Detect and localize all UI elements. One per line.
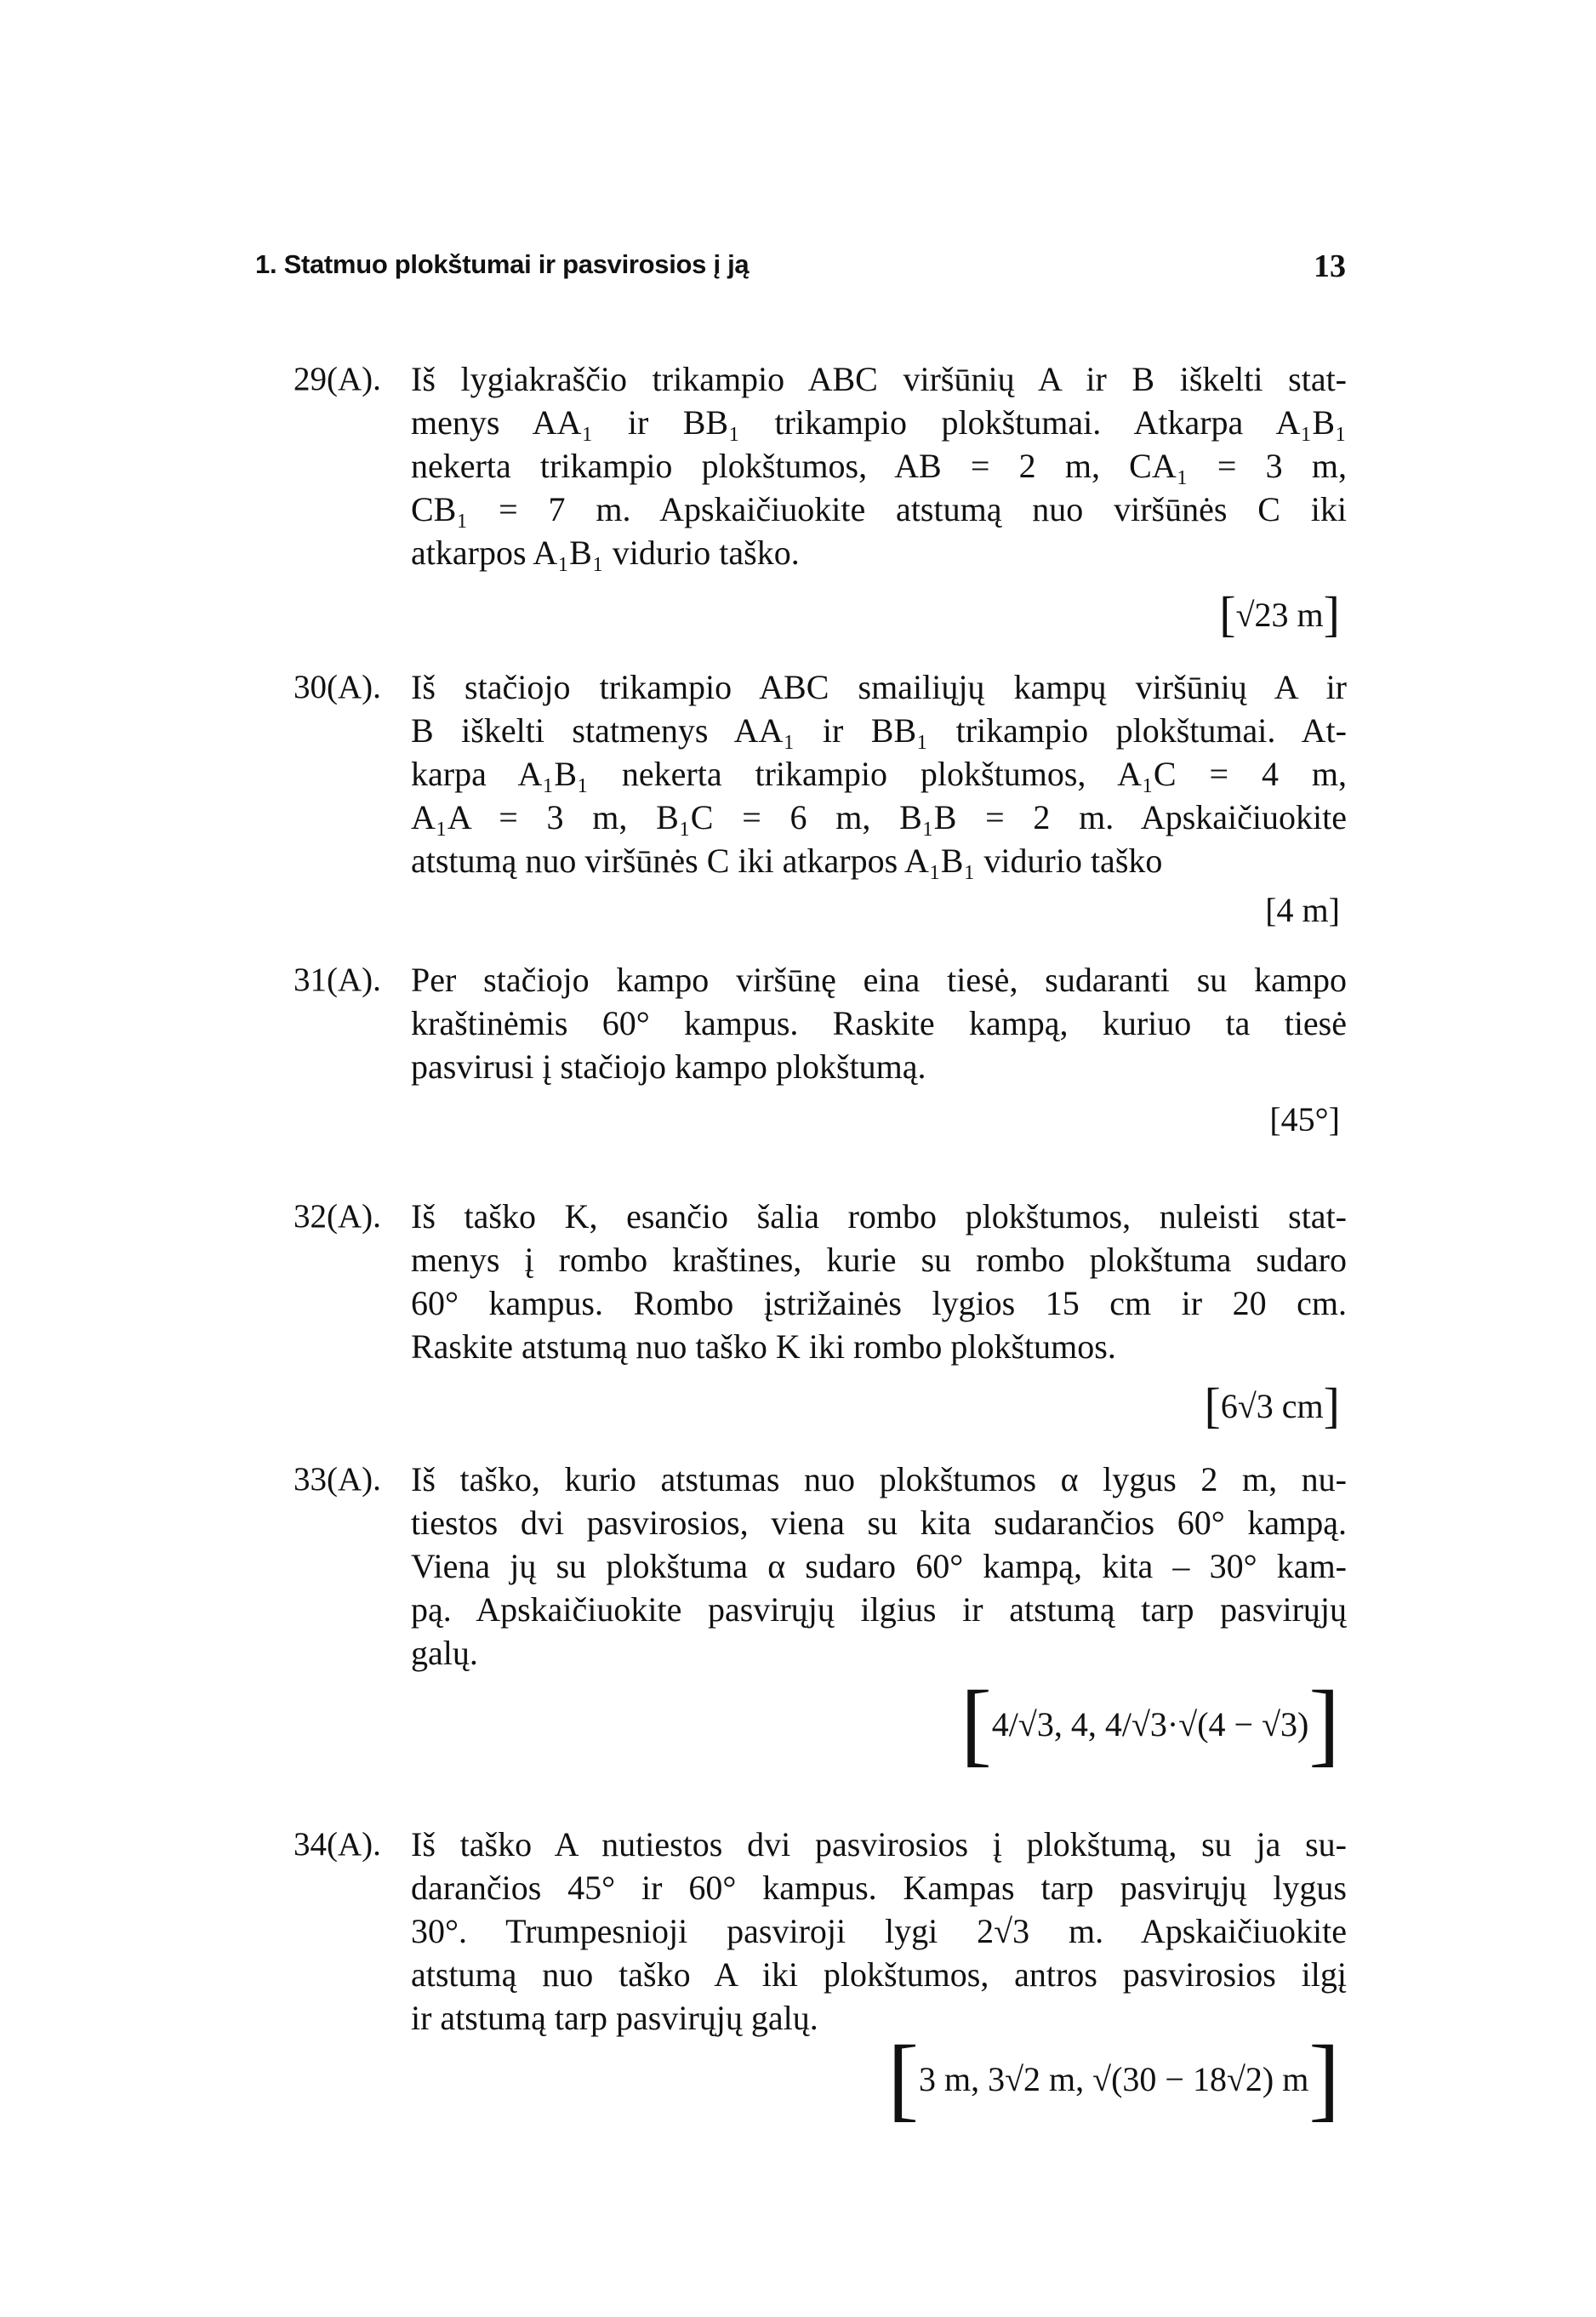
problem-text [411,1458,1347,1675]
answer-value: √23 m [1235,596,1324,634]
answer: [6√3 cm] [1204,1378,1340,1433]
problem-line: menys į rombo kraštines, kurie su rombo plokštuma sudaro [411,1241,1347,1279]
problem-line: menys AA₁ ir BB₁ trikampio plokštumai. Atkarpa A₁B₁ [411,403,1347,442]
problem-line: 30°. Trumpesnioji pasviroji lygi 2√3 m. Apskaičiuokite [411,1912,1347,1950]
problem-line: ir atstumą tarp pasvirųjų galų. [411,1999,818,2037]
page-number: 13 [1314,248,1346,284]
problem-line: B iškelti statmenys AA₁ ir BB₁ trikampio plokštumai. At- [411,711,1347,750]
problem-text [411,1823,1347,2040]
answer-value: 4 m [1276,891,1329,929]
problem-line: Iš stačiojo trikampio ABC smailiųjų kampų viršūnių A ir [411,668,1347,706]
problem-line: Iš taško, kurio atstumas nuo plokštumos α lygus 2 m, nu- [411,1460,1347,1498]
problem-line: Iš lygiakraščio trikampio ABC viršūnių A ir B iškelti stat- [411,360,1347,398]
answer: [4/√3, 4, 4/√3·√(4 − √3)] [960,1671,1340,1775]
problem-line: CB₁ = 7 m. Apskaičiuokite atstumą nuo viršūnės C iki [411,490,1347,528]
problem-text [411,357,1347,574]
problem-line: Raskite atstumą nuo taško K iki rombo plokštumos. [411,1327,1116,1366]
problem-line: A₁A = 3 m, B₁C = 6 m, B₁B = 2 m. Apskaičiuokite [411,798,1347,836]
problem-line: Viena jų su plokštuma α sudaro 60° kampą, kita – 30° kam- [411,1547,1347,1585]
problem-line: Per stačiojo kampo viršūnę eina tiesė, sudaranti su kampo [411,961,1347,999]
problem-line: karpa A₁B₁ nekerta trikampio plokštumos, A₁C = 4 m, [411,755,1347,793]
problem-number: 33(A). [294,1461,381,1498]
problem-line: Iš taško K, esančio šalia rombo plokštumos, nuleisti stat- [411,1197,1347,1236]
problem-line: kraštinėmis 60° kampus. Raskite kampą, kuriuo ta tiesė [411,1004,1347,1042]
problem-text [411,1195,1347,1368]
problem-line: pasvirusi į stačiojo kampo plokštumą. [411,1047,926,1086]
page-header [255,249,1346,292]
problem-number: 34(A). [294,1826,381,1863]
problem-line: atkarpos A₁B₁ vidurio taško. [411,534,800,572]
answer: [4 m] [1265,891,1340,929]
problem-text [411,665,1347,882]
problem-line: galų. [411,1634,478,1672]
problem-line: atstumą nuo taško A iki plokštumos, antros pasvirosios ilgį [411,1955,1347,1994]
answer-value: 3 m, 3√2 m, √(30 − 18√2) m [918,2060,1309,2098]
problem-number: 29(A). [294,361,381,397]
answer-value: 45° [1280,1100,1329,1139]
problem-line: atstumą nuo viršūnės C iki atkarpos A₁B₁ vidurio taško [411,842,1163,880]
answer: [√23 m] [1219,586,1340,642]
problem-line: tiestos dvi pasvirosios, viena su kita sudarančios 60° kampą. [411,1504,1347,1542]
chapter-title: 1. Statmuo plokštumai ir pasvirosios į ją [255,249,750,279]
answer: [45°] [1269,1100,1340,1139]
answer-value: 4/√3, 4, 4/√3·√(4 − √3) [991,1705,1309,1743]
answer-value: 6√3 cm [1220,1387,1324,1425]
problem-number: 31(A). [294,962,381,998]
problem-line: Iš taško A nutiestos dvi pasvirosios į plokštumą, su ja su- [411,1825,1347,1863]
problem-line: pą. Apskaičiuokite pasvirųjų ilgius ir atstumą tarp pasvirųjų [411,1590,1347,1629]
problem-number: 30(A). [294,669,381,705]
problem-line: nekerta trikampio plokštumos, AB = 2 m, CA₁ = 3 m, [411,447,1347,485]
problem-text [411,958,1347,1088]
answer: [3 m, 3√2 m, √(30 − 18√2) m] [887,2026,1340,2130]
problem-number: 32(A). [294,1198,381,1235]
problem-line: darančios 45° ir 60° kampus. Kampas tarp pasvirųjų lygus [411,1869,1347,1907]
problem-line: 60° kampus. Rombo įstrižainės lygios 15 cm ir 20 cm. [411,1284,1347,1322]
